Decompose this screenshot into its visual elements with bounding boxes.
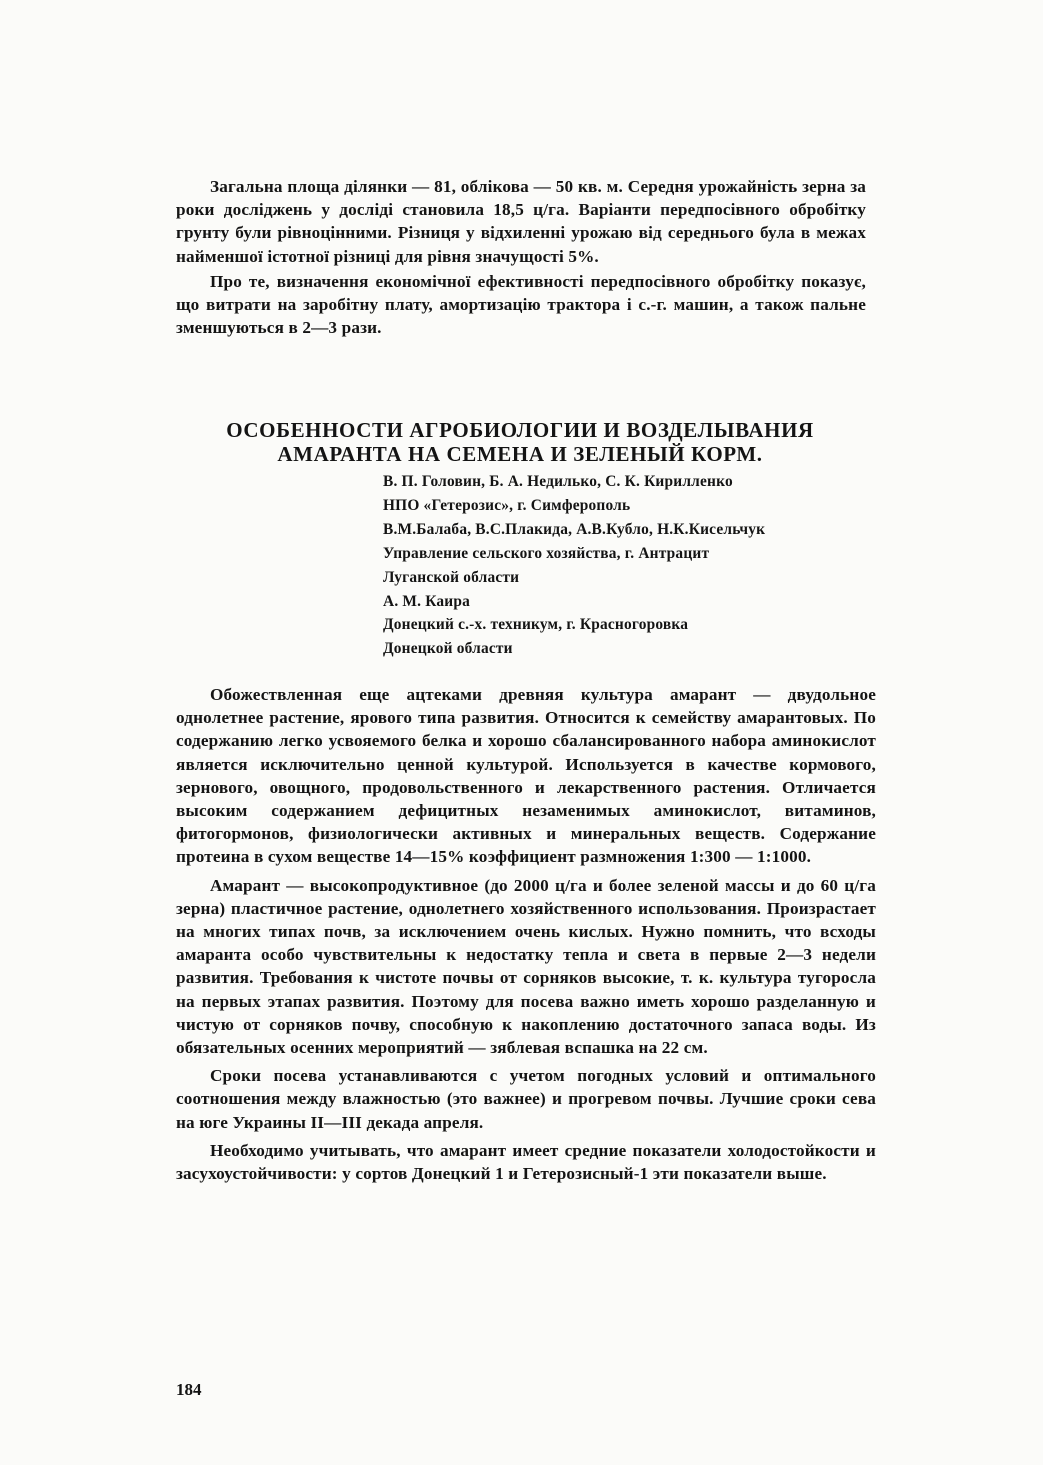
body-paragraph-2: Амарант — высокопродуктивное (до 2000 ц/га и более зеленой массы и до 60 ц/га зерна) пластичное растение, однолетнего хозяйственного использования. Произрастает на многих типах почв, за исключением очень кислых. Нужно помнить, что всходы амаранта особо чувствительны к недостатку тепла и света в первые 2—3 недели развития. Требования к чистоте почвы от сорняков высокие, т. к. культура тугоросла на первых этапах развития. Поэтому для посева важно иметь хорошо разделанную и чистую от сорняков почву, способную к накоплению достаточного запаса воды. Из обязательных осенних мероприятий — зяблевая вспашка на 22 см.	[176, 875, 876, 1058]
article-title	[150, 418, 890, 466]
author-line-1: В. П. Головин, Б. А. Недилько, С. К. Кирилленко	[383, 473, 733, 490]
body-paragraph-1: Обожествленная еще ацтеками древняя культура амарант — двудольное однолетнее растение, ярового типа развития. Относится к семейству амарантовых. По содержанию легко усвояемого белка и хорошо сбалансированного набора аминокислот является исключительно ценной культурой. Используется в качестве кормового, зернового, овощного, продовольственного и лекарственного растения. Отличается высоким содержанием дефицитных незаменимых аминокислот, витаминов, фитогормонов, физиологически активных и минеральных веществ. Содержание протеина в сухом веществе 14—15% коэффициент размножения 1:300 — 1:1000.	[176, 685, 876, 867]
intro-paragraph-1: Загальна площа ділянки — 81, облікова — 50 кв. м. Середня урожайність зерна за роки досліджень у досліді становила 18,5 ц/га. Варіанти передпосівного обробітку грунту були рівноцінними. Різниця у відхиленні урожаю від середнього була в межах найменшої істотної різниці для рівня значущості 5%.	[176, 177, 866, 266]
title-line-1: ОСОБЕННОСТИ АГРОБИОЛОГИИ И ВОЗДЕЛЫВАНИЯ	[226, 418, 814, 442]
affiliation-line-3: Луганской области	[383, 568, 520, 586]
body-paragraph-4: Необходимо учитывать, что амарант имеет средние показатели холодостойкости и засухоустойчивости: у сортов Донецкий 1 и Гетерозисный-1 эти показатели выше.	[176, 1140, 876, 1184]
author-line-2: В.М.Балаба, В.С.Плакида, А.В.Кубло, Н.К.Кисельчук	[383, 520, 766, 538]
intro-section	[176, 175, 866, 341]
article-body	[176, 683, 876, 1190]
page-number: 184	[176, 1380, 202, 1399]
intro-paragraph-2: Про те, визначення економічної ефективності передпосівного обробітку показує, що витрати на заробітну плату, амортизацію трактора і с.-г. машин, а також пальне зменшуються в 2—3 рази.	[176, 271, 866, 338]
body-paragraph-3: Сроки посева устанавливаются с учетом погодных условий и оптимального соотношения между влажностью (это важнее) и прогревом почвы. Лучшие сроки сева на юге Украины II—III декада апреля.	[176, 1066, 876, 1132]
affiliation-line-5: Донецкой области	[383, 640, 513, 658]
affiliation-line-2: Управление сельского хозяйства, г. Антрацит	[383, 544, 710, 562]
author-block	[383, 470, 883, 661]
title-line-2: АМАРАНТА НА СЕМЕНА И ЗЕЛЕНЫЙ КОРМ.	[277, 442, 763, 466]
affiliation-line-4: Донецкий с.-х. техникум, г. Красногоровка	[383, 616, 689, 634]
affiliation-line-1: НПО «Гетерозис», г. Симферополь	[383, 496, 631, 514]
author-line-3: А. М. Каира	[383, 592, 471, 610]
